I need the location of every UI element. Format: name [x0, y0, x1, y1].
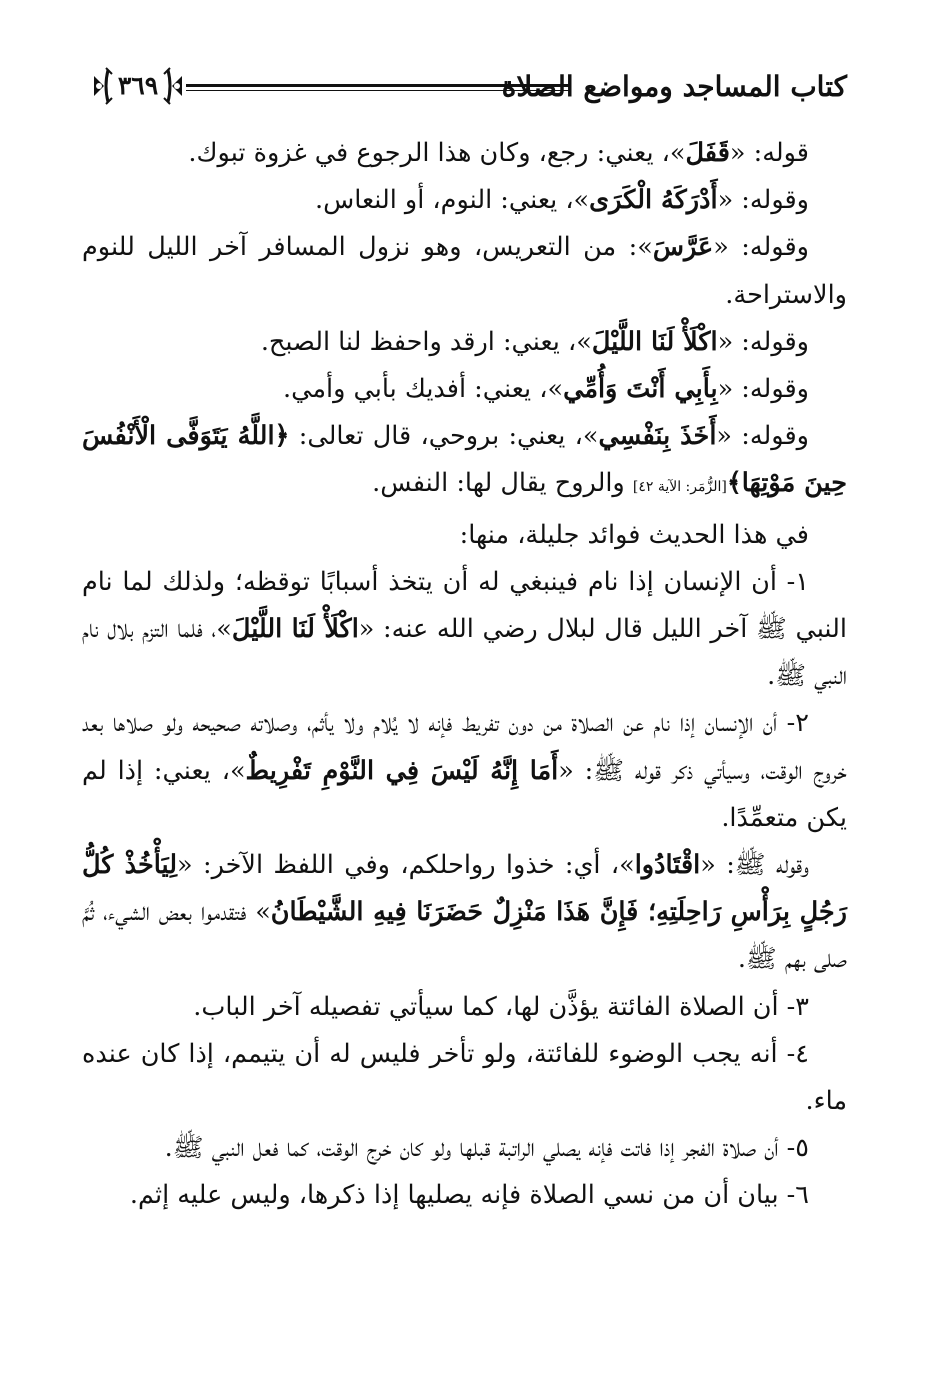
text-run: ١- أن الإنسان إذا نام فينبغي له أن يتخذ أسبابًا توقظه؛ ولذلك لما نام النبي ﷺ آخر الليل قال لبلال رضي الله عنه: « — [82, 566, 847, 645]
paragraph — [82, 984, 847, 1031]
quoted-term: بِأَبِي أَنْتَ وَأُمِّي — [563, 374, 718, 405]
text-run: والروح يقال لها: النفس. — [372, 468, 633, 499]
quoted-term: أَخَذَ بِنَفْسِي — [598, 421, 717, 452]
paragraph — [82, 1125, 847, 1172]
paragraph — [82, 842, 847, 984]
quoted-term: عَرَّسَ — [652, 232, 714, 263]
text-run: في هذا الحديث فوائد جليلة، منها: — [459, 519, 809, 550]
quoted-term: قَفَلَ — [685, 138, 730, 168]
text-run: »، يعني: أفديك بأبي وأمي. — [282, 374, 564, 405]
text-run: »: من التعريس، وهو نزول المسافر آخر الليل للنوم والاستراحة. — [82, 232, 847, 310]
text-run: وقوله: « — [717, 326, 809, 357]
text-run: ٤- أنه يجب الوضوء للفائتة، ولو تأخر فليس له أن يتيمم، إذا كان عنده ماء. — [82, 1038, 847, 1117]
paragraph — [82, 1031, 847, 1125]
page-number: ٣٦٩ — [117, 71, 159, 100]
paragraph — [82, 130, 847, 177]
paragraph — [82, 1172, 847, 1219]
text-run: ٢- أن الإنسان إذا نام عن الصلاة من دون تفريط فإنه لا يُلام ولا يأثم، وصلاته صحيحه ولو صلاها بعد خروج الوقت، وسيأتي ذكر قوله ﷺ: « — [82, 708, 847, 786]
running-title: كتاب المساجد ومواضع الصلاة — [501, 70, 847, 103]
text-run: ٣- أن الصلاة الفائتة يؤذَّن لها، كما سيأتي تفصيله آخر الباب. — [193, 991, 809, 1022]
page-number-frame — [90, 64, 186, 108]
text-run: »، يعني: بروحي، قال تعالى: — [289, 421, 599, 452]
paragraph — [82, 319, 847, 366]
quoted-term: لِيَأْخُذْ كُلُّ رَجُلٍ بِرَأْسِ رَاحِلَتِهِ؛ فَإِنَّ هَذَا مَنْزِلٌ حَضَرَنَا فِيهِ الشَّيْطَانُ — [82, 850, 847, 928]
page-header — [90, 62, 847, 112]
text-run: »، أي: خذوا رواحلكم، وفي اللفظ الآخر: « — [177, 850, 635, 881]
text-run: ٥- أن صلاة الفجر إذا فاتت فإنه يصلي الراتبة قبلها ولو كان خرج الوقت، كما فعل النبي ﷺ. — [164, 1133, 809, 1164]
text-run: وقوله ﷺ: « — [700, 850, 809, 881]
text-run: وقوله: « — [713, 232, 809, 263]
text-run: قوله: « — [729, 138, 809, 168]
citation: [الزُّمَر: الآية ٤٢] — [632, 479, 727, 496]
quoted-term: ﴿اللَّهُ يَتَوَفَّى الْأَنْفُسَ حِينَ مَوْتِهَا﴾ — [82, 421, 847, 499]
quoted-term: اكْلَأْ لَنَا اللَّيْلَ — [231, 614, 359, 645]
text-run: وقوله: « — [717, 185, 809, 216]
text-run: »، يعني: النوم، أو النعاس. — [314, 185, 590, 216]
quoted-term: اكْلَأْ لَنَا اللَّيْلَ — [591, 326, 718, 357]
paragraph — [82, 177, 847, 224]
header-rule — [186, 84, 571, 91]
paragraph — [82, 700, 847, 842]
text-run: وقوله: « — [716, 421, 809, 452]
paragraph — [82, 413, 847, 511]
text-run: »، يعني: ارقد واحفظ لنا الصبح. — [260, 326, 592, 357]
paragraph — [82, 559, 847, 701]
paragraph — [82, 366, 847, 413]
paragraph — [82, 512, 847, 559]
text-run: وقوله: « — [717, 374, 809, 405]
quoted-term: أَدْرَكَهُ الْكَرَى — [589, 185, 718, 216]
text-run: »، يعني: إذا لم يكن متعمِّدًا. — [82, 755, 847, 833]
text-run: » فتقدموا بعض الشيء، ثُمَّ صلى بهم ﷺ. — [82, 897, 847, 975]
text-run: »، فلما التزم بلال نام النبي ﷺ. — [82, 614, 847, 692]
quoted-term: أَمَا إِنَّهُ لَيْسَ فِي النَّوْمِ تَفْرِيطٌ — [245, 755, 559, 786]
body-text — [82, 130, 847, 1220]
quoted-term: اقْتَادُوا — [634, 850, 701, 881]
text-run: »، يعني: رجع، وكان هذا الرجوع في غزوة تبوك. — [188, 138, 686, 168]
paragraph — [82, 224, 847, 318]
text-run: ٦- بيان أن من نسي الصلاة فإنه يصليها إذا ذكرها، وليس عليه إثم. — [129, 1180, 809, 1211]
